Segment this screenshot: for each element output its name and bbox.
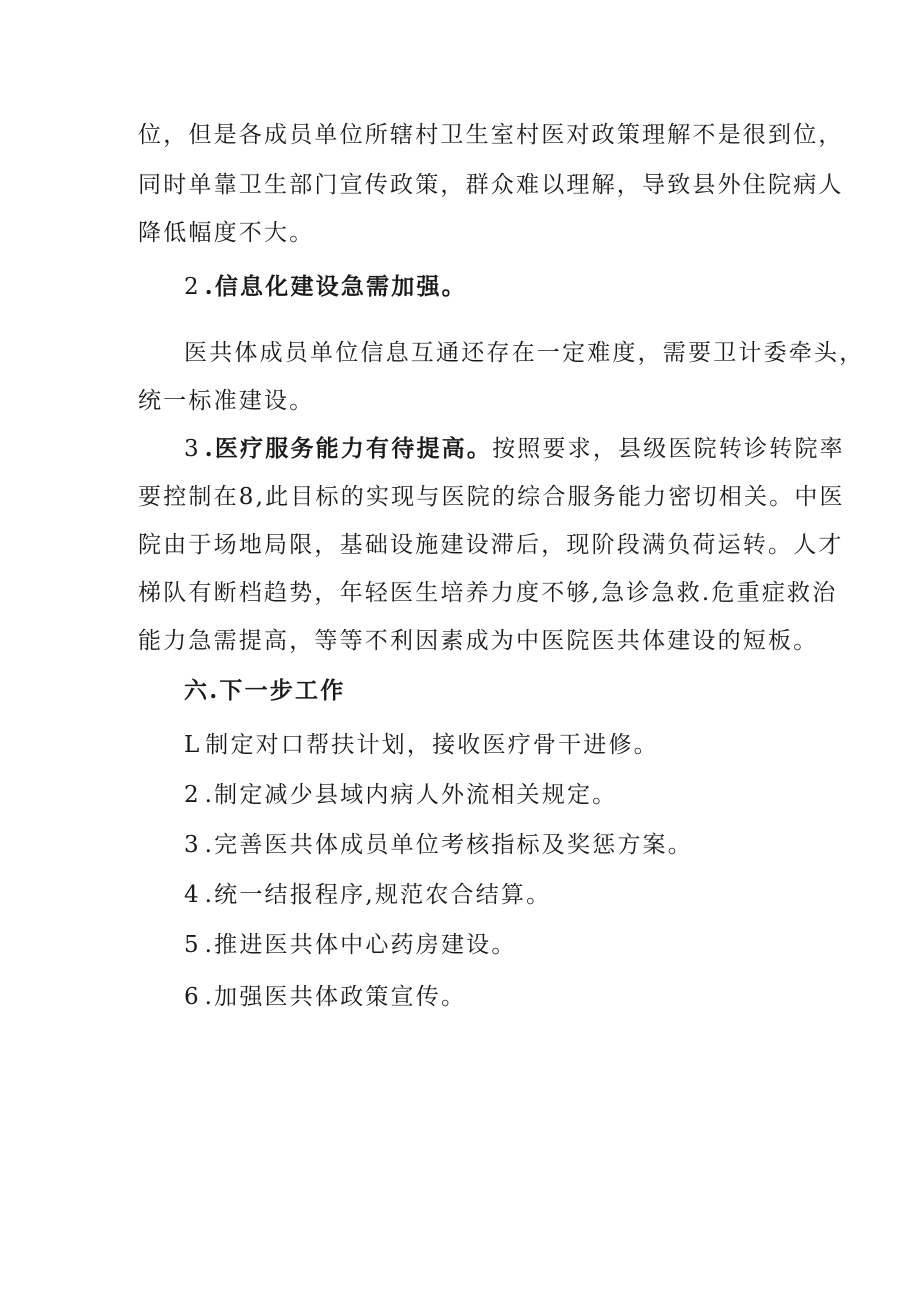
list-item-text: .统一结报程序,规范农合结算。 — [204, 882, 552, 908]
item-3-first-line — [184, 434, 845, 464]
list-item-text: .制定减少县域内病人外流相关规定。 — [204, 782, 618, 808]
list-item — [184, 830, 798, 860]
list-item — [184, 730, 798, 760]
item-text: 按照要求，县级医院转诊转院率 — [492, 436, 845, 462]
list-item — [184, 982, 798, 1012]
paragraph-line: 降低幅度不大。 — [138, 220, 315, 246]
list-item — [184, 880, 798, 910]
list-item-number: 3 — [184, 832, 199, 858]
list-item-number: L — [184, 732, 200, 758]
heading-number: 2 — [184, 274, 199, 300]
heading-text: .信息化建设急需加强。 — [204, 273, 467, 300]
list-item-number: 5 — [184, 932, 199, 958]
paragraph-line: 梯队有断档趋势，年轻医生培养力度不够,急诊急救.危重症救治 — [138, 580, 838, 606]
list-item-number: 4 — [184, 882, 199, 908]
item-bold-heading: .医疗服务能力有待提高。 — [204, 435, 493, 462]
paragraph-line: 医共体成员单位信息互通还存在一定难度，需要卫计委牵头， — [184, 340, 865, 366]
paragraph-line: 院由于场地局限，基础设施建设滞后，现阶段满负荷运转。人才 — [138, 532, 844, 558]
list-item-number: 6 — [184, 984, 199, 1010]
paragraph-line: 能力急需提高，等等不利因素成为中医院医共体建设的短板。 — [138, 628, 819, 654]
list-item — [184, 930, 798, 960]
list-item-text: .加强医共体政策宣传。 — [204, 984, 467, 1010]
paragraph-line: 要控制在8,此目标的实现与医院的综合服务能力密切相关。中医 — [138, 484, 845, 510]
list-item-text: .推进医共体中心药房建设。 — [204, 932, 517, 958]
section-6-heading: 六.下一步工作 — [184, 677, 346, 704]
list-item — [184, 780, 798, 810]
paragraph-line: 同时单靠卫生部门宣传政策，群众难以理解，导致县外住院病人 — [138, 172, 844, 198]
list-item-text: 制定对口帮扶计划，接收医疗骨干进修。 — [205, 732, 659, 758]
paragraph-line: 统一标准建设。 — [138, 388, 315, 414]
list-item-text: .完善医共体成员单位考核指标及奖惩方案。 — [204, 832, 693, 858]
list-item-number: 2 — [184, 782, 199, 808]
section-heading-2 — [184, 272, 798, 302]
paragraph-line: 位，但是各成员单位所辖村卫生室村医对政策理解不是很到位， — [138, 122, 844, 148]
item-number: 3 — [184, 436, 199, 462]
